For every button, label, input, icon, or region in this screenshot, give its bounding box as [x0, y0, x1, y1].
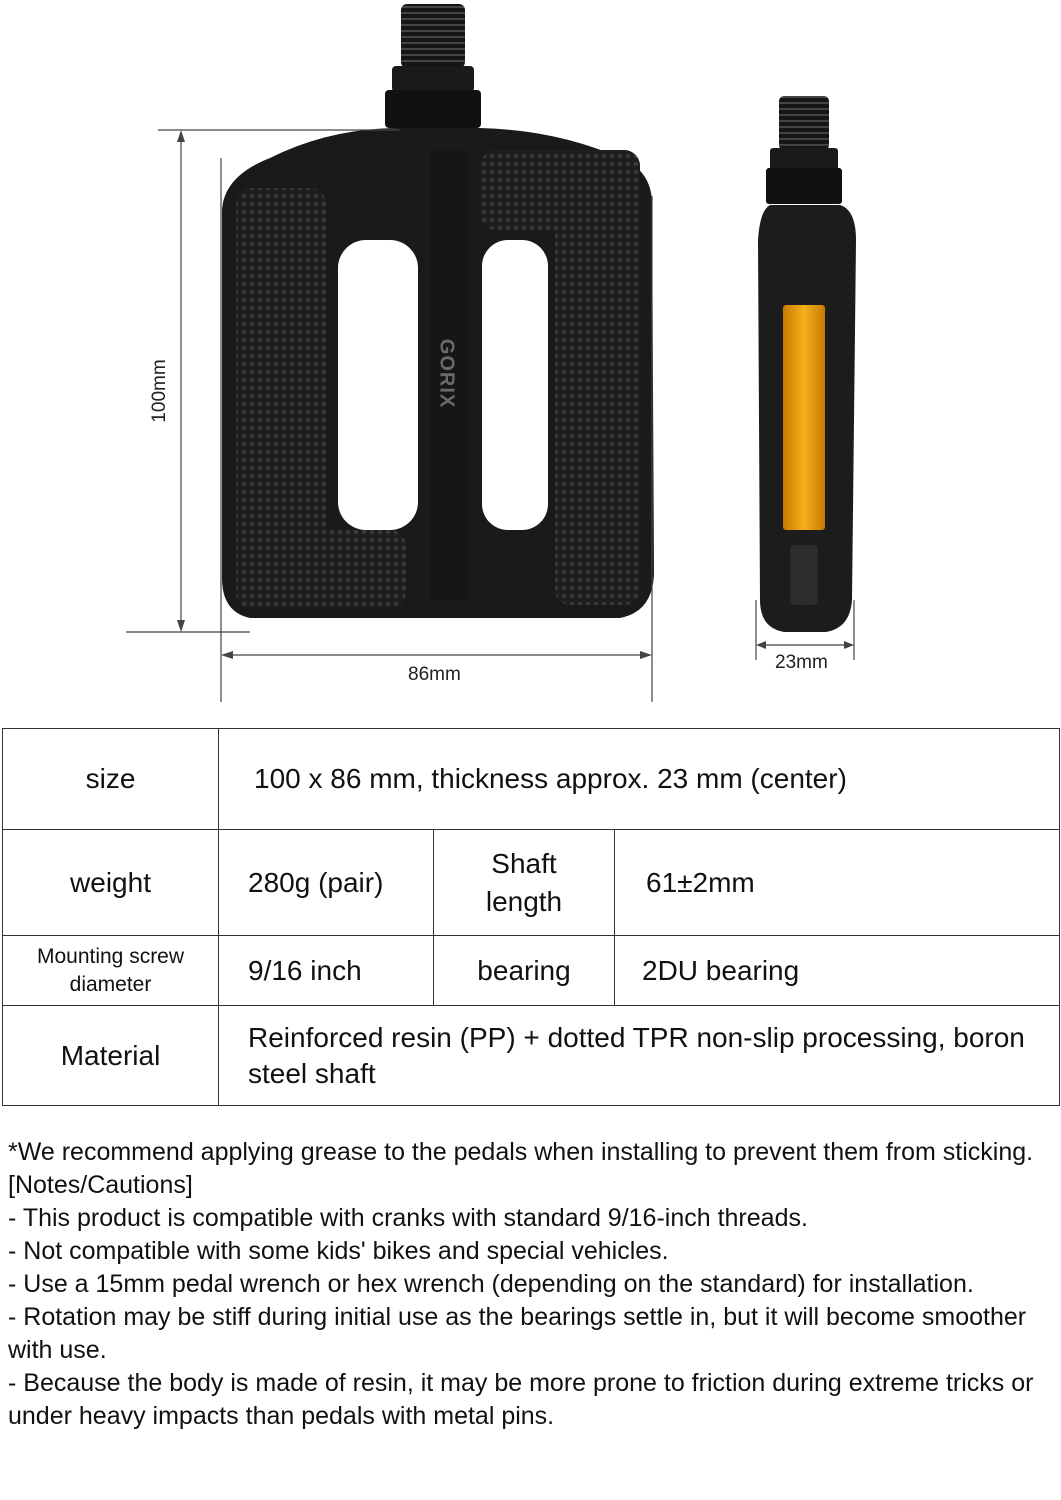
front-pedal-spindle: [385, 4, 481, 128]
weight-value: 280g (pair): [219, 830, 434, 936]
weight-row: [3, 830, 1060, 936]
grease-recommendation: *We recommend applying grease to the pedals when installing to prevent them from sticking.: [8, 1138, 1034, 1166]
note-item: - Use a 15mm pedal wrench or hex wrench (depending on the standard) for installation.: [8, 1270, 974, 1298]
size-value: 100 x 86 mm, thickness approx. 23 mm (center): [219, 729, 1060, 830]
note-item: - Because the body is made of resin, it may be more prone to friction during extreme tricks or under heavy impacts than pedals with metal pins.: [8, 1369, 1034, 1430]
width-dimension-label: 86mm: [408, 664, 461, 685]
screw-diameter-value: 9/16 inch: [219, 936, 434, 1006]
note-item: - Not compatible with some kids' bikes and special vehicles.: [8, 1237, 669, 1265]
size-row: [3, 729, 1060, 830]
thickness-dimension-label: 23mm: [775, 652, 828, 673]
bearing-value: 2DU bearing: [615, 936, 1060, 1006]
reflector: [783, 305, 825, 530]
notes-heading: [Notes/Cautions]: [8, 1171, 193, 1199]
bearing-label: bearing: [434, 936, 615, 1006]
screw-diameter-label: Mounting screw diameter: [3, 936, 219, 1006]
side-pedal: [758, 96, 856, 632]
notes-section: [8, 1136, 1058, 1433]
size-label: size: [3, 729, 219, 830]
spec-table: [2, 728, 1060, 1106]
product-figure: [0, 0, 1061, 720]
material-row: [3, 1006, 1060, 1106]
weight-label: weight: [3, 830, 219, 936]
shaft-length-label: Shaft length: [434, 830, 615, 936]
material-label: Material: [3, 1006, 219, 1106]
note-item: - This product is compatible with cranks with standard 9/16-inch threads.: [8, 1204, 808, 1232]
shaft-length-value: 61±2mm: [615, 830, 1060, 936]
screw-row: [3, 936, 1060, 1006]
note-item: - Rotation may be stiff during initial use as the bearings settle in, but it will become smoother with use.: [8, 1303, 1027, 1364]
brand-logo: GORIX: [435, 338, 458, 409]
height-dimension-label: 100mm: [149, 359, 170, 423]
material-value: Reinforced resin (PP) + dotted TPR non-slip processing, boron steel shaft: [219, 1006, 1060, 1106]
